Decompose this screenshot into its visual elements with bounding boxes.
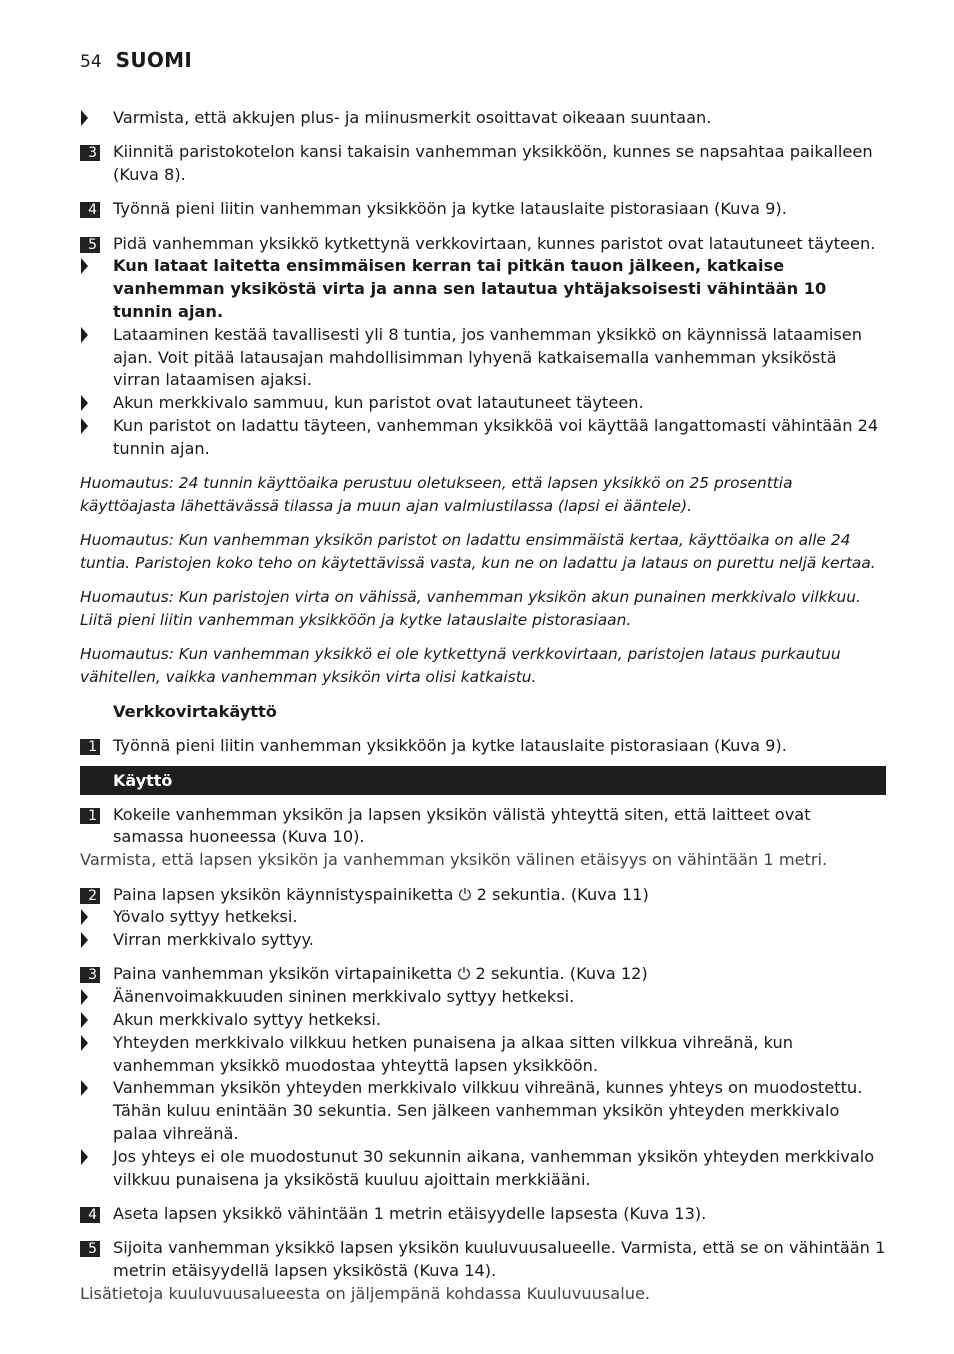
bullet-icon	[81, 418, 88, 434]
info-text: Lisätietoja kuuluvuusalueesta on jäljempänä kohdassa Kuuluvuusalue.	[80, 1283, 651, 1303]
note: Huomautus: Kun paristojen virta on vähissä, vanhemman yksikön akun punainen merkkivalo vilkkuu. Liitä pieni liitin vanhemman yksikköön ja kytke latauslaite pistorasiaan.	[80, 588, 861, 630]
step-number: 1	[80, 808, 100, 824]
page-header	[80, 48, 192, 72]
step-item: 3 Kiinnitä paristokotelon kansi takaisin vanhemman yksikköön, kunnes se napsahtaa paikalleen (Kuva 8).	[80, 141, 886, 187]
step-number: 1	[80, 739, 100, 755]
step-number: 3	[80, 967, 100, 983]
language-title: SUOMI	[115, 48, 193, 72]
bullet-icon	[81, 1012, 88, 1028]
bullet-icon	[81, 110, 88, 126]
step-item: 5 Sijoita vanhemman yksikkö lapsen yksikön kuuluvuusalueelle. Varmista, että se on vähintään 1 metrin etäisyydellä lapsen yksiköstä (Kuva 14).	[80, 1237, 886, 1283]
step-number: 5	[80, 1241, 100, 1257]
bullet-icon	[81, 1035, 88, 1051]
bullet-item: Varmista, että akkujen plus- ja miinusmerkit osoittavat oikeaan suuntaan.	[80, 107, 886, 130]
bullet-item: Kun paristot on ladattu täyteen, vanhemman yksikköä voi käyttää langattomasti vähintään 24 tunnin ajan.	[80, 415, 886, 461]
step-item: 5 Pidä vanhemman yksikkö kytkettynä verkkovirtaan, kunnes paristot ovat latautuneet täyteen.	[80, 233, 886, 256]
step-number: 2	[80, 888, 100, 904]
step-item: 1 Kokeile vanhemman yksikön ja lapsen yksikön välistä yhteyttä siten, että laitteet ovat samassa huoneessa (Kuva 10).	[80, 804, 886, 850]
bullet-icon	[81, 1080, 88, 1096]
bullet-item: Kun lataat laitetta ensimmäisen kerran tai pitkän tauon jälkeen, katkaise vanhemman yksiköstä virta ja anna sen latautua yhtäjaksoisesti vähintään 10 tunnin ajan.	[80, 255, 886, 323]
bullet-item: Yövalo syttyy hetkeksi.	[80, 906, 886, 929]
step-number: 3	[80, 145, 100, 161]
bullet-icon	[81, 327, 88, 343]
bullet-icon	[81, 258, 88, 274]
step-item: 3 Paina vanhemman yksikön virtapainiketta ⏻ 2 sekuntia. (Kuva 12)	[80, 963, 886, 986]
step-number: 4	[80, 202, 100, 218]
step-item: 2 Paina lapsen yksikön käynnistyspainiketta ⏻ 2 sekuntia. (Kuva 11)	[80, 884, 886, 907]
bullet-item: Virran merkkivalo syttyy.	[80, 929, 886, 952]
bullet-icon	[81, 932, 88, 948]
bullet-item: Yhteyden merkkivalo vilkkuu hetken punaisena ja alkaa sitten vilkkua vihreänä, kun vanhemman yksikkö muodostaa yhteyttä lapsen yksikköön.	[80, 1032, 886, 1078]
subheading: Verkkovirtakäyttö	[113, 701, 277, 721]
note: Huomautus: 24 tunnin käyttöaika perustuu oletukseen, että lapsen yksikkö on 25 prosenttia käyttöajasta lähettävässä tilassa ja muun ajan valmiustilassa (lapsi ei ääntele).	[80, 474, 793, 515]
note: Huomautus: Kun vanhemman yksikön paristot on ladattu ensimmäistä kertaa, käyttöaika on alle 24 tuntia. Paristojen koko teho on käytettävissä vasta, kun ne on ladattu ja lataus on purettu neljä kertaa.	[80, 531, 876, 573]
section-heading: Käyttö	[80, 766, 886, 795]
bullet-item: Akun merkkivalo sammuu, kun paristot ovat latautuneet täyteen.	[80, 392, 886, 415]
page-content	[80, 107, 886, 1306]
step-number: 5	[80, 237, 100, 253]
step-item: 4 Työnnä pieni liitin vanhemman yksikköön ja kytke latauslaite pistorasiaan (Kuva 9).	[80, 198, 886, 221]
bullet-item: Jos yhteys ei ole muodostunut 30 sekunnin aikana, vanhemman yksikön yhteyden merkkivalo vilkkuu punaisena ja yksiköstä kuuluu ajoittain merkkiääni.	[80, 1146, 886, 1192]
bullet-icon	[81, 395, 88, 411]
bullet-item: Vanhemman yksikön yhteyden merkkivalo vilkkuu vihreänä, kunnes yhteys on muodostettu. Tähän kuluu enintään 30 sekuntia. Sen jälkeen vanhemman yksikön yhteyden merkkivalo palaa vihreänä.	[80, 1077, 886, 1145]
step-item: 4 Aseta lapsen yksikkö vähintään 1 metrin etäisyydelle lapsesta (Kuva 13).	[80, 1203, 886, 1226]
bullet-icon	[81, 909, 88, 925]
note: Huomautus: Kun vanhemman yksikkö ei ole kytkettynä verkkovirtaan, paristojen lataus purkautuu vähitellen, vaikka vanhemman yksikön virta olisi katkaistu.	[80, 645, 841, 687]
bullet-item: Äänenvoimakkuuden sininen merkkivalo syttyy hetkeksi.	[80, 986, 886, 1009]
bullet-icon	[81, 1149, 88, 1165]
step-number: 4	[80, 1207, 100, 1223]
step-item: 1 Työnnä pieni liitin vanhemman yksikköön ja kytke latauslaite pistorasiaan (Kuva 9).	[80, 735, 886, 758]
bullet-item: Lataaminen kestää tavallisesti yli 8 tuntia, jos vanhemman yksikkö on käynnissä lataamisen ajan. Voit pitää latausajan mahdollisimman lyhyenä katkaisemalla vanhemman yksiköstä virran lataamisen ajaksi.	[80, 324, 886, 392]
bullet-item: Akun merkkivalo syttyy hetkeksi.	[80, 1009, 886, 1032]
info-text: Varmista, että lapsen yksikön ja vanhemman yksikön välinen etäisyys on vähintään 1 metri.	[80, 850, 828, 870]
page-number: 54	[80, 52, 102, 72]
bullet-icon	[81, 989, 88, 1005]
